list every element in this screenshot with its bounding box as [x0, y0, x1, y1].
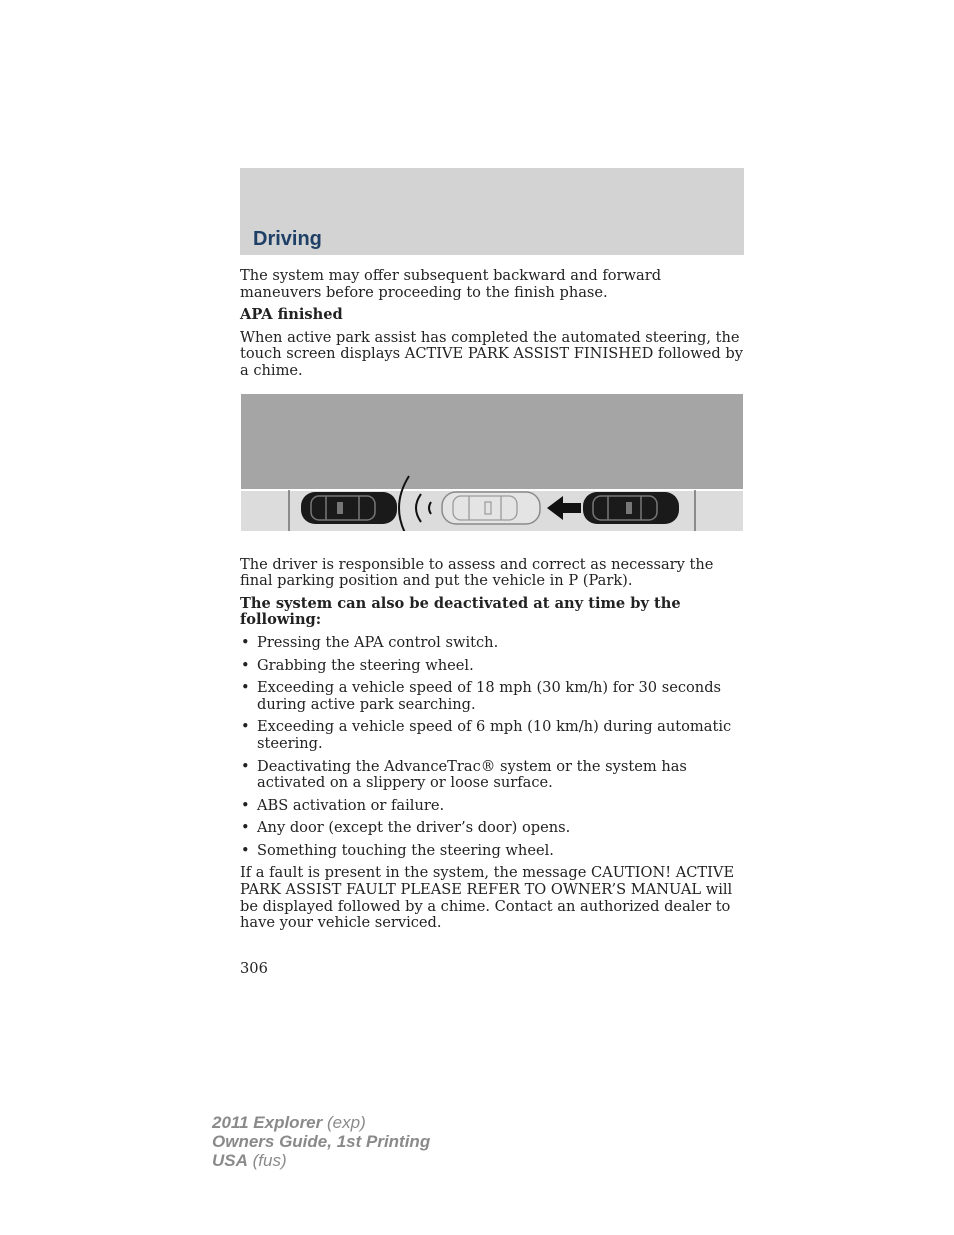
deactivation-heading: The system can also be deactivated at any time by the following:	[240, 594, 681, 629]
page-number: 306	[240, 960, 268, 977]
bullet-icon: •	[241, 841, 250, 859]
list-item: • Pressing the APA control switch.	[241, 633, 499, 651]
list-item: • ABS activation or failure.	[241, 796, 445, 814]
list-item: • Exceeding a vehicle speed of 6 mph (10 km/h) during automatic steering.	[241, 718, 732, 752]
apa-finished-paragraph: When active park assist has completed the automated steering, the touch screen displays ACTIVE PARK ASSIST FINISHED followed by a chime.	[240, 328, 743, 379]
list-item: • Deactivating the AdvanceTrac® system or the system has activated on a slippery or loose surface.	[241, 757, 687, 792]
parking-illustration	[241, 394, 743, 531]
bullet-icon: •	[241, 633, 250, 651]
bullet-icon: •	[241, 656, 250, 674]
bullet-icon: •	[241, 819, 250, 837]
list-item: • Exceeding a vehicle speed of 18 mph (30 km/h) for 30 seconds during active park searching.	[241, 679, 722, 713]
fault-paragraph: If a fault is present in the system, the message CAUTION! ACTIVE PARK ASSIST FAULT PLEASE REFER TO OWNER’S MANUAL will be displayed followed by a chime. Contact an authorized dealer to have your vehicle serviced.	[240, 864, 735, 932]
bullet-icon: •	[241, 679, 250, 697]
parked-car-icon	[583, 492, 679, 524]
parked-car-icon	[301, 492, 397, 524]
document-footer	[212, 1113, 430, 1170]
ghost-car-icon	[442, 492, 540, 524]
list-item: • Something touching the steering wheel.	[241, 841, 554, 859]
footer-line-1: 2011 Explorer (exp)	[212, 1113, 366, 1132]
driver-responsibility-paragraph: The driver is responsible to assess and correct as necessary the final parking position and put the vehicle in P (Park).	[240, 555, 714, 590]
list-item: • Any door (except the driver’s door) opens.	[241, 819, 571, 837]
footer-line-3: USA (fus)	[212, 1151, 287, 1170]
apa-finished-heading: APA finished	[240, 306, 343, 324]
list-item: • Grabbing the steering wheel.	[241, 656, 474, 674]
footer-line-2: Owners Guide, 1st Printing	[212, 1132, 431, 1151]
page-content	[240, 268, 746, 938]
section-title: Driving	[253, 228, 322, 250]
intro-paragraph: The system may offer subsequent backward and forward maneuvers before proceeding to the finish phase.	[240, 267, 662, 301]
bullet-icon: •	[241, 757, 250, 775]
section-header-band	[240, 168, 744, 255]
bullet-icon: •	[241, 796, 250, 814]
bullet-icon: •	[241, 718, 250, 736]
deactivation-list	[240, 635, 746, 860]
